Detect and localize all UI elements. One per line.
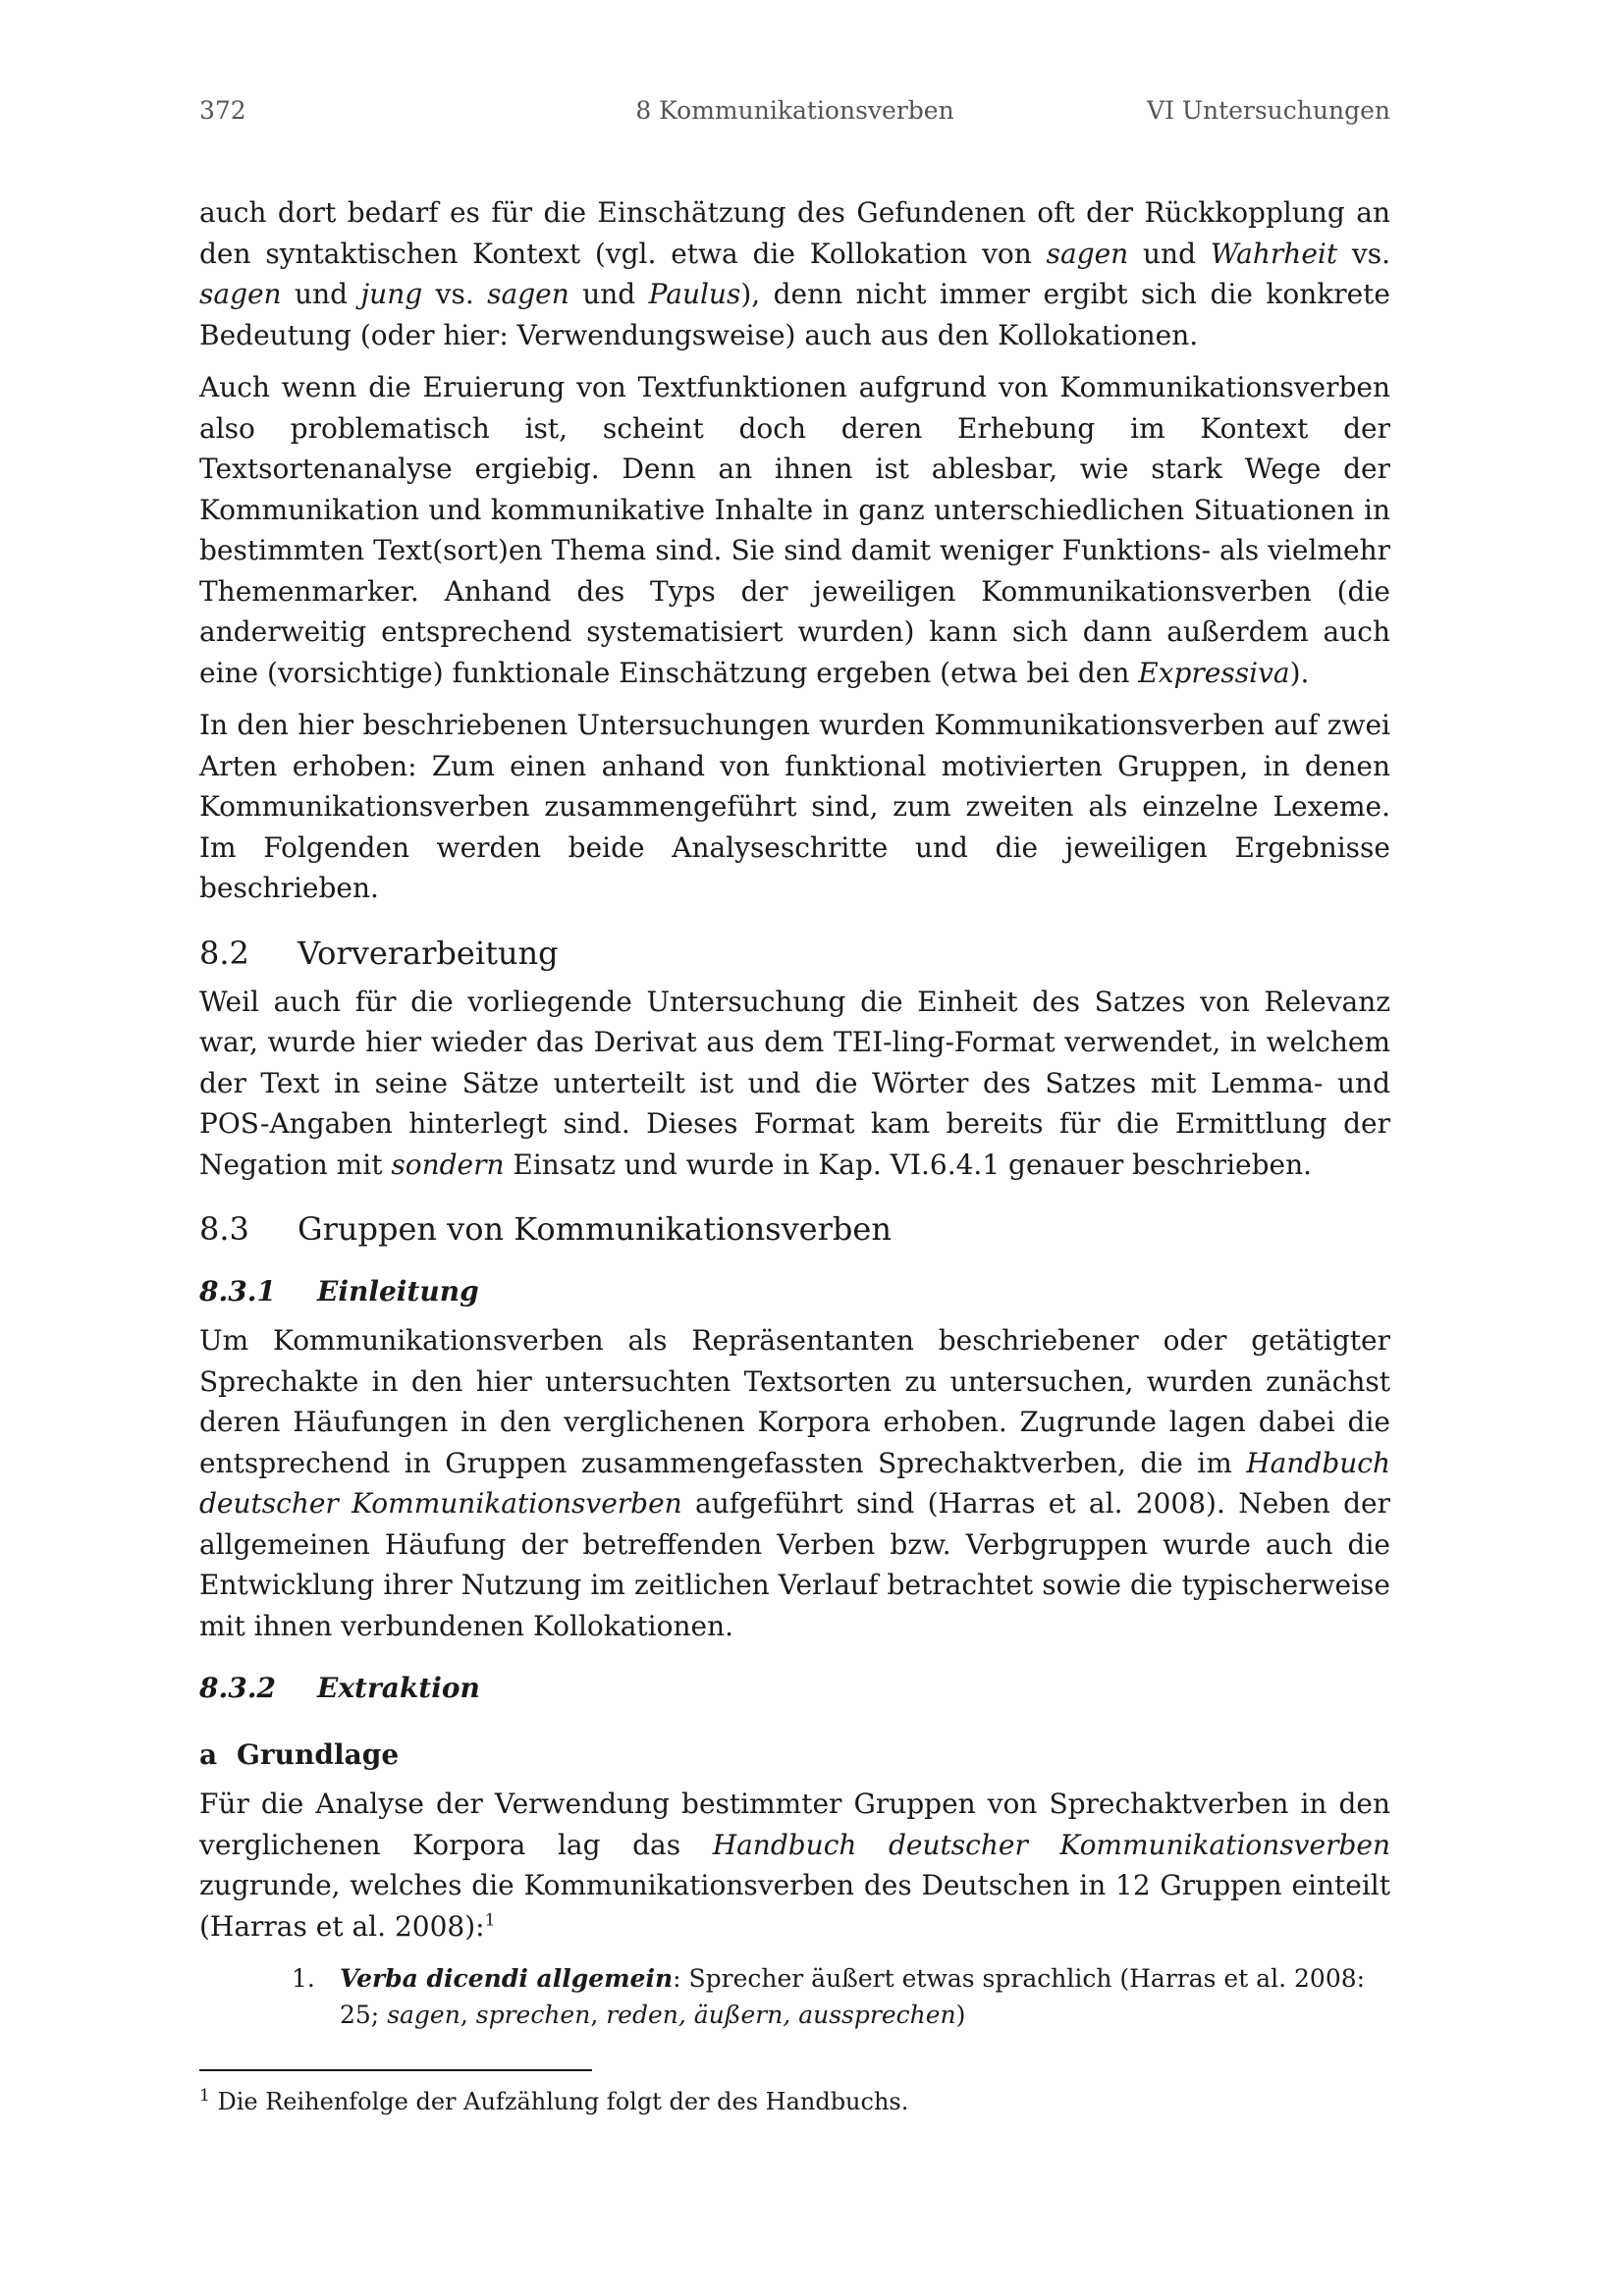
paragraph: Für die Analyse der Verwendung bestimmter Gruppen von Sprechaktverben in den verglichenen Korpora lag das Handbuch deutscher Kommunikationsverben zugrunde, welches die Kommunikationsverben des Deutschen in 12 Gruppen einteilt (Harras et al. 2008):$^1$ [199, 1788, 1390, 1943]
footnote-marker: 1 [199, 2086, 210, 2106]
footnotes [199, 2069, 1390, 2118]
paragraph: Weil auch für die vorliegende Untersuchung die Einheit des Satzes von Relevanz war, wurde hier wieder das Derivat aus dem TEI-ling-Format verwendet, in welchem der Text in seine Sätze unterteilt ist und die Wörter des Satzes mit Lemma- und POS-Angaben hinterlegt sind. Dieses Format kam bereits für die Ermittlung der Negation mit sondern Einsatz und wurde in Kap. VI.6.4.1 genauer beschrieben. [199, 985, 1390, 1181]
subsection-heading-8-3-2: 8.3.2 Extraktion [199, 1672, 480, 1704]
running-head [199, 96, 1390, 135]
running-head-chapter: 8 Kommunikationsverben [635, 96, 954, 125]
paragraph: In den hier beschriebenen Untersuchungen wurden Kommunikationsverben auf zwei Arten erhoben: Zum einen anhand von funktional motivierten Gruppen, in denen Kommunikationsverben zusammengeführt sind, zum zweiten als einzelne Lexeme. Im Folgenden werden beide Analyseschritte und die jeweiligen Ergebnisse beschrieben. [199, 709, 1390, 904]
verb-group-list [199, 1960, 1390, 2033]
footnote: $^1$ Die Reihenfolge der Aufzählung folgt der des Handbuchs. [199, 2086, 909, 2115]
page [199, 0, 1390, 2296]
main-text [199, 192, 1390, 2033]
subsection-heading-8-3-1: 8.3.1 Einleitung [199, 1275, 479, 1308]
paragraph-heading-a: a Grundlage [199, 1738, 400, 1771]
footnote-reference[interactable]: 1 [484, 1910, 496, 1931]
paragraph: Auch wenn die Eruierung von Textfunktionen aufgrund von Kommunikationsverben also problematisch ist, scheint doch deren Erhebung im Kontext der Textsortenanalyse ergiebig. Denn an ihnen ist ablesbar, wie stark Wege der Kommunikation und kommunikative Inhalte in ganz unterschiedlichen Situationen in bestimmten Text(sort)en Thema sind. Sie sind damit weniger Funktions- als vielmehr Themenmarker. Anhand des Typs der jeweiligen Kommunikationsverben (die anderweitig entsprechend systematisiert wurden) kann sich dann außerdem auch eine (vorsichtige) funktionale Einschätzung ergeben (etwa bei den Expressiva). [199, 371, 1390, 689]
paragraph: auch dort bedarf es für die Einschätzung des Gefundenen oft der Rückkopplung an den syntaktischen Kontext (vgl. etwa die Kollokation von sagen und Wahrheit vs. sagen und jung vs. sagen und Paulus), denn nicht immer ergibt sich die konkrete Bedeutung (oder hier: Verwendungsweise) auch aus den Kollokationen. [199, 196, 1391, 351]
paragraph: Um Kommunikationsverben als Repräsentanten beschriebener oder getätigter Sprechakte in den hier untersuchten Textsorten zu untersuchen, wurden zunächst deren Häufungen in den verglichenen Korpora erhoben. Zugrunde lagen dabei die entsprechend in Gruppen zusammengefassten Sprechaktverben, die im Handbuch deutscher Kommunikationsverben aufgeführt sind (Harras et al. 2008). Neben der allgemeinen Häufung der betreffenden Verben bzw. Verbgruppen wurde auch die Entwicklung ihrer Nutzung im zeitlichen Verlauf betrachtet sowie die typischerweise mit ihnen verbundenen Kollokationen. [199, 1324, 1390, 1642]
footnote-rule [199, 2069, 592, 2071]
page-number: 372 [199, 96, 246, 125]
list-item: 1. Verba dicendi allgemein: Sprecher äußert etwas sprachlich (Harras et al. 2008: 25; sagen, sprechen, reden, äußern, aussprechen) [292, 1964, 1366, 2029]
section-heading-8-3: 8.3 Gruppen von Kommunikationsverben [199, 1210, 892, 1248]
section-heading-8-2: 8.2 Vorverarbeitung [199, 934, 559, 972]
running-head-part: VI Untersuchungen [1147, 96, 1390, 125]
